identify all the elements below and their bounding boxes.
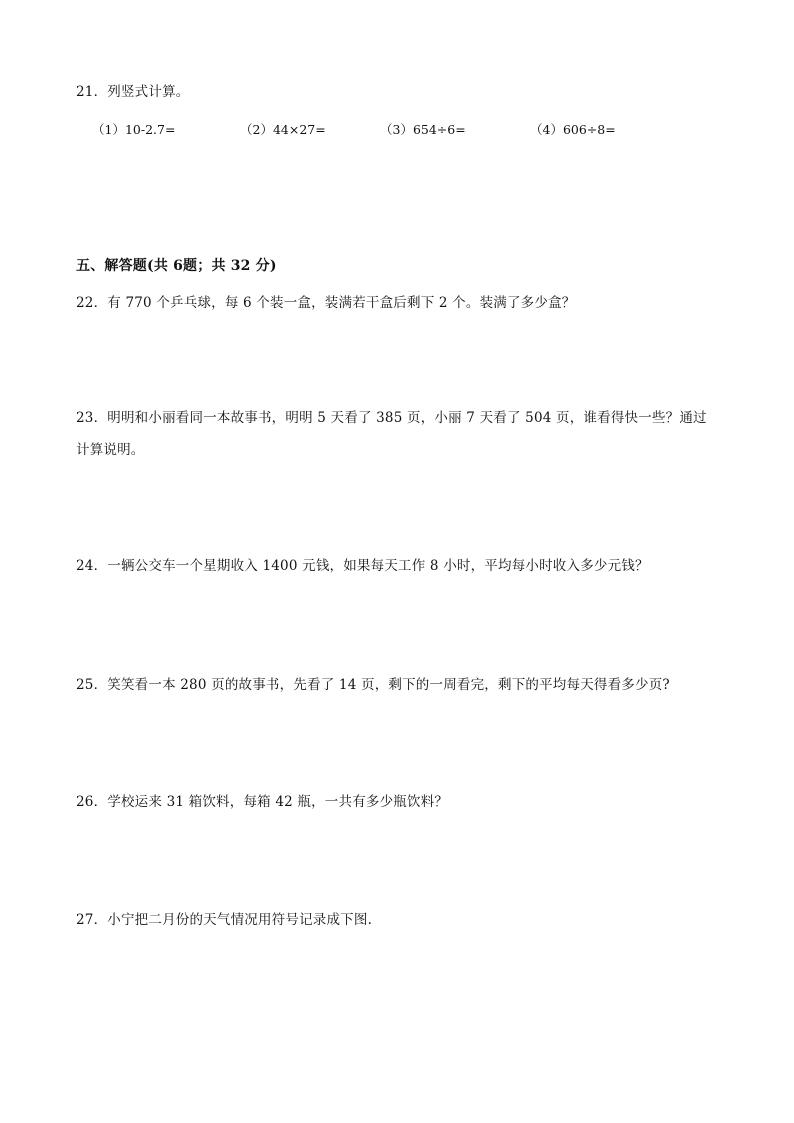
section-5-heading: 五、解答题(共 6题；共 32 分): [76, 258, 277, 274]
question-23-line-2: 计算说明。: [76, 442, 145, 458]
question-21-item-1: （1）10-2.7=: [92, 122, 176, 137]
question-21-title: 21．列竖式计算。: [76, 84, 190, 100]
question-24: 24．一辆公交车一个星期收入 1400 元钱，如果每天工作 8 小时，平均每小时收入多少元钱？: [76, 558, 649, 574]
question-21-item-3: （3）654÷6=: [380, 122, 466, 137]
question-26: 26．学校运来 31 箱饮料，每箱 42 瓶，一共有多少瓶饮料？: [76, 794, 449, 810]
question-23-line-1: 23．明明和小丽看同一本故事书，明明 5 天看了 385 页，小丽 7 天看了 504 页，谁看得快一些？通过: [76, 410, 707, 426]
question-25: 25．笑笑看一本 280 页的故事书，先看了 14 页，剩下的一周看完，剩下的平均每天得看多少页?: [76, 677, 670, 693]
question-27: 27．小宁把二月份的天气情况用符号记录成下图.: [76, 912, 373, 928]
question-21-item-2: （2）44×27=: [240, 122, 326, 137]
question-22: 22．有 770 个乒乓球，每 6 个装一盒，装满若干盒后剩下 2 个。装满了多少盒？: [76, 295, 576, 311]
question-21-item-4: （4）606÷8=: [530, 122, 616, 137]
